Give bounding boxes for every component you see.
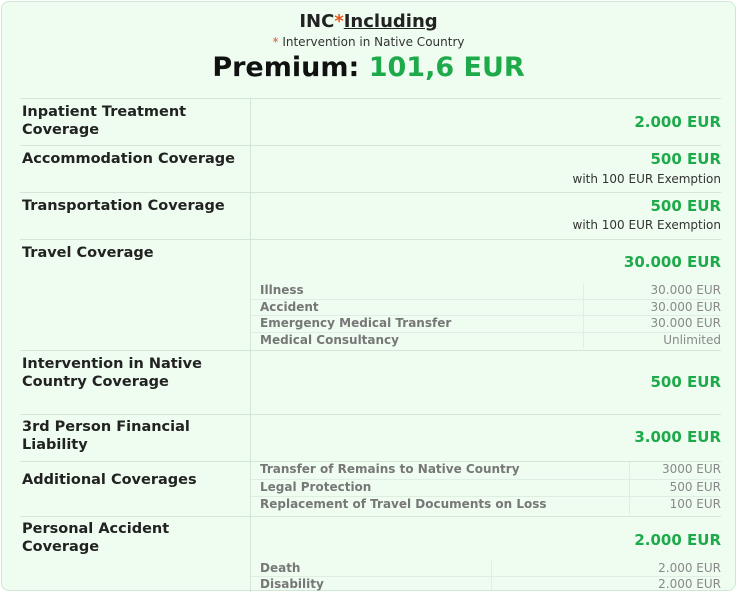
coverage-row-travel [20,239,721,350]
detail-row [251,333,721,349]
coverage-exemption-note: with 100 EUR Exemption [572,218,721,232]
plan-including-link[interactable]: Including [343,11,438,32]
footnote-text: Intervention in Native Country [278,35,465,49]
coverage-value: 2.000 EUR [634,113,721,131]
column-divider [250,193,251,239]
coverage-row-inpatient [20,98,721,145]
detail-value: 100 EUR [669,497,721,511]
coverage-label: Accommodation Coverage [22,151,235,167]
detail-value: 30.000 EUR [650,316,721,330]
travel-details-table [251,283,721,348]
premium-label: Premium: [212,52,360,83]
coverage-value: 500 EUR [650,197,721,215]
detail-row [251,577,721,592]
detail-value: 500 EUR [669,479,721,494]
coverage-value: 500 EUR [650,150,721,168]
coverage-value: 500 EUR [650,373,721,391]
detail-row [251,316,721,333]
column-divider [250,415,251,461]
plan-code: INC [299,11,335,32]
detail-divider [629,462,630,479]
detail-row [251,497,721,514]
detail-value: 2.000 EUR [658,561,721,575]
detail-value: 2.000 EUR [658,576,721,591]
detail-divider [583,316,584,332]
additional-details-table [251,462,721,514]
coverage-label: Intervention in Native Country Coverage [22,356,202,390]
detail-name: Transfer of Remains to Native Country [260,462,520,476]
detail-row [251,300,721,317]
coverage-value: 2.000 EUR [634,531,721,549]
detail-divider [583,283,584,299]
premium-value: 101,6 EUR [368,52,525,83]
detail-divider [583,333,584,349]
coverage-row-personal-accident [20,516,721,592]
accident-details-table [251,561,721,591]
detail-row [251,480,721,498]
coverage-table [20,98,721,592]
coverage-row-intervention [20,350,721,414]
detail-divider [629,480,630,497]
plan-footnote [2,34,735,50]
coverage-label: Transportation Coverage [22,198,225,214]
detail-value: 30.000 EUR [650,299,721,314]
coverage-row-accommodation [20,145,721,192]
coverage-exemption-note: with 100 EUR Exemption [572,172,721,186]
coverage-card [1,1,736,591]
coverage-label: 3rd Person Financial Liability [22,419,190,453]
premium-line [2,51,735,85]
coverage-label: Additional Coverages [22,472,197,488]
detail-name: Illness [260,283,304,297]
coverage-value: 30.000 EUR [623,253,721,271]
coverage-row-transportation [20,192,721,239]
column-divider [250,99,251,145]
coverage-label: Travel Coverage [22,245,154,261]
detail-name: Accident [260,299,319,314]
detail-value: Unlimited [663,332,721,347]
detail-name: Disability [260,576,324,591]
coverage-header [2,10,735,85]
detail-name: Medical Consultancy [260,332,399,347]
detail-name: Legal Protection [260,479,372,494]
detail-value: 3000 EUR [661,462,721,476]
coverage-row-liability [20,414,721,461]
detail-name: Death [260,561,301,575]
coverage-row-additional [20,461,721,516]
coverage-value: 3.000 EUR [634,428,721,446]
detail-divider [491,577,492,592]
detail-divider [491,561,492,576]
detail-value: 30.000 EUR [650,283,721,297]
column-divider [250,351,251,414]
column-divider [250,146,251,192]
detail-row [251,561,721,577]
coverage-label: Inpatient Treatment Coverage [22,104,187,138]
detail-divider [629,497,630,514]
coverage-label: Personal Accident Coverage [22,521,170,555]
detail-divider [583,300,584,316]
plan-asterisk: * [334,11,344,32]
detail-name: Replacement of Travel Documents on Loss [260,497,547,511]
footnote-asterisk: * [272,35,279,49]
detail-row [251,462,721,480]
detail-name: Emergency Medical Transfer [260,316,452,330]
plan-title [2,10,735,34]
detail-row [251,283,721,300]
